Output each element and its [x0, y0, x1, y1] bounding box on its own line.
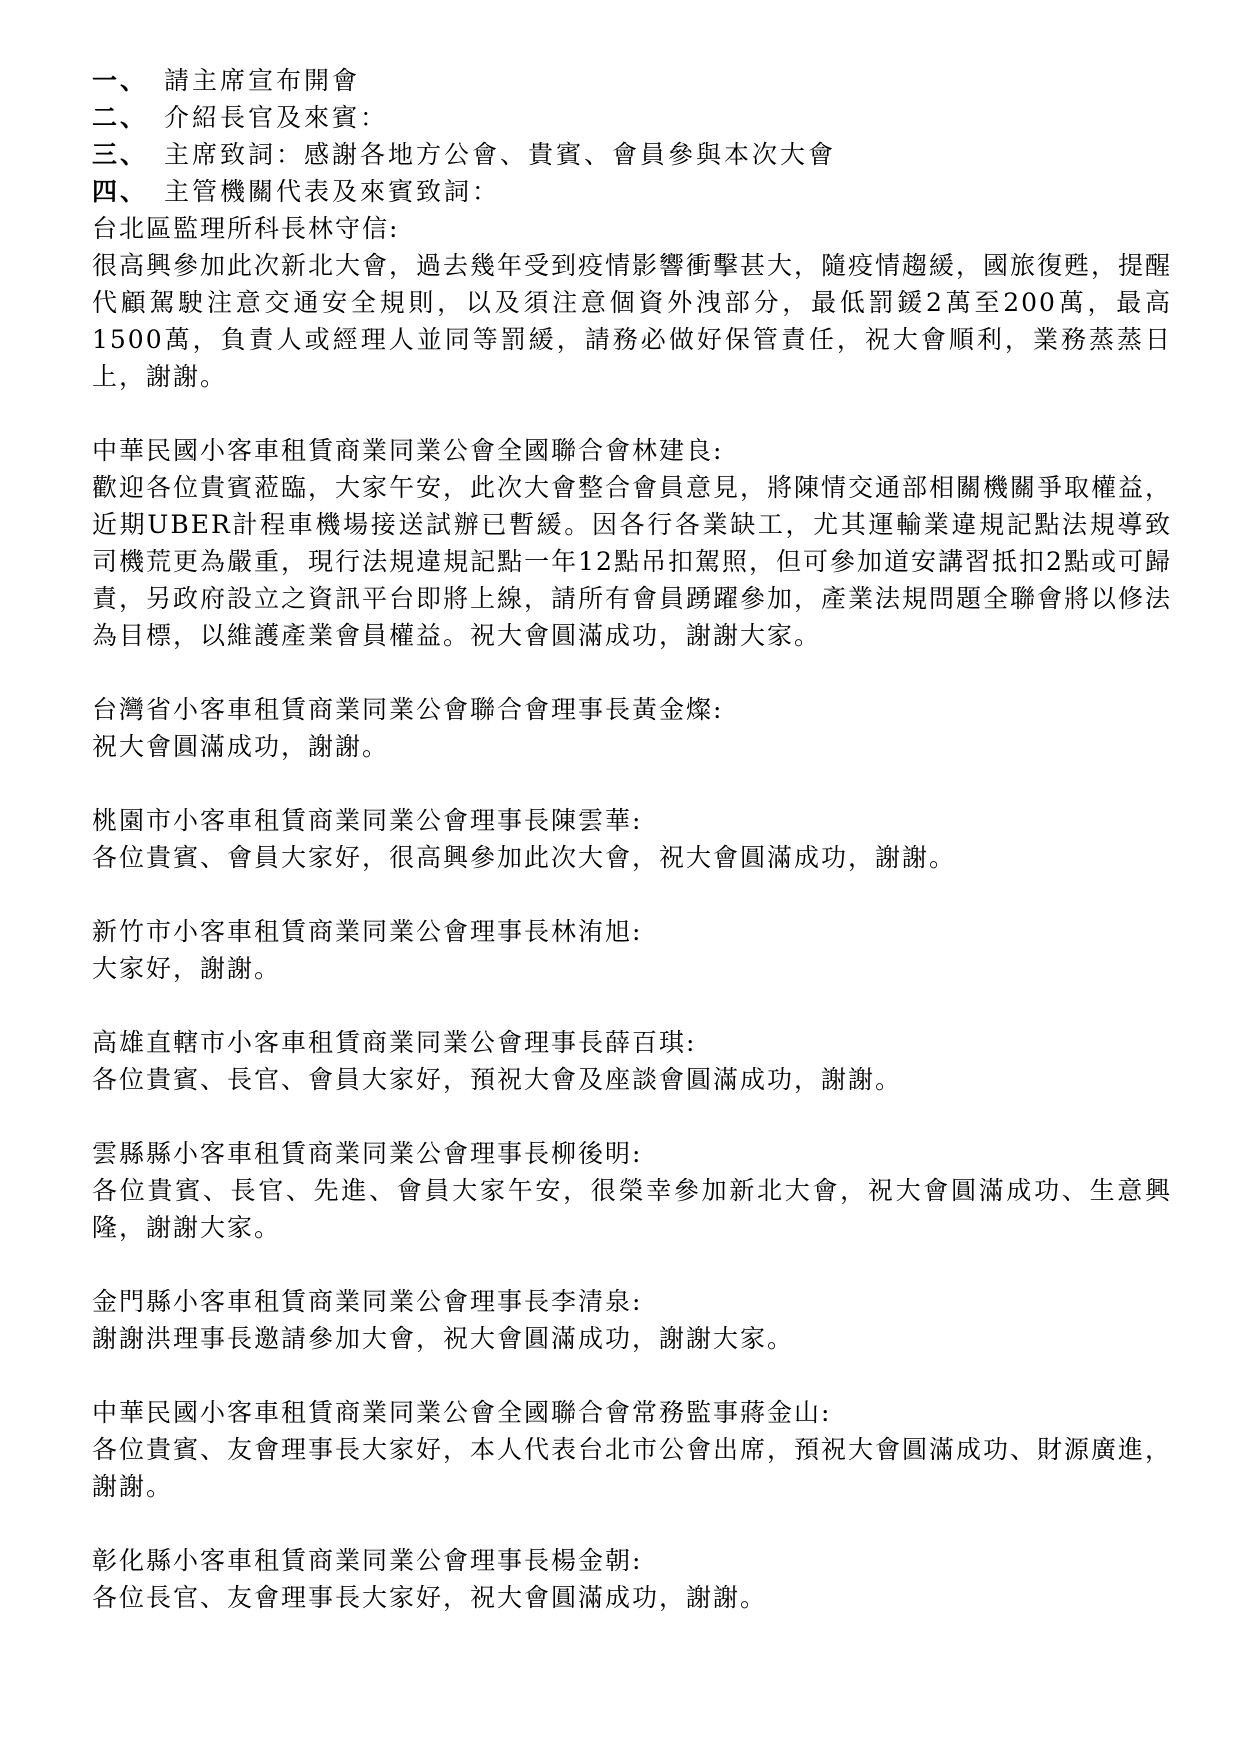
- speaker-name: 彰化縣小客車租賃商業同業公會理事長楊金朝:: [92, 1546, 643, 1575]
- speaker-name: 新竹市小客車租賃商業同業公會理事長林洧旭:: [92, 917, 643, 946]
- agenda-text: 介紹長官及來賓：: [164, 103, 389, 132]
- speech-block: [92, 802, 1172, 876]
- speech-text: 各位貴賓、長官、會員大家好，預祝大會及座談會圓滿成功，謝謝。: [92, 1065, 903, 1094]
- speaker-name: 雲縣縣小客車租賃商業同業公會理事長柳後明:: [92, 1139, 643, 1168]
- speech-block: [92, 913, 1172, 987]
- paragraph-gap: [92, 1357, 1172, 1394]
- speaker-name: 台北區監理所科長林守信:: [92, 214, 400, 243]
- speech-block: [92, 210, 1172, 395]
- agenda-text: 主席致詞：感謝各地方公會、貴賓、會員參與本次大會: [164, 140, 837, 169]
- speech-block: [92, 432, 1172, 654]
- agenda-number: 一、: [92, 66, 149, 95]
- speech-block: [92, 1135, 1172, 1246]
- agenda-item: [92, 62, 1172, 99]
- speaker-name: 台灣省小客車租賃商業同業公會聯合會理事長黃金燦:: [92, 695, 724, 724]
- speech-text: 各位貴賓、長官、先進、會員大家午安，很榮幸參加新北大會，祝大會圓滿成功、生意興隆，謝謝大家。: [92, 1176, 1172, 1242]
- speech-text: 大家好，謝謝。: [92, 954, 282, 983]
- agenda-number: 二、: [92, 103, 149, 132]
- speech-text: 祝大會圓滿成功，謝謝。: [92, 732, 390, 761]
- speech-text: 很高興參加此次新北大會，過去幾年受到疫情影響衝擊甚大，隨疫情趨緩，國旅復甦，提醒代顧駕駛注意交通安全規則，以及須注意個資外洩部分，最低罰鍰2萬至200萬，最高1500萬，負責人或經理人並同等罰緩，請務必做好保管責任，祝大會順利，業務蒸蒸日上，謝謝。: [92, 251, 1173, 391]
- agenda-text: 請主席宣布開會: [164, 66, 361, 95]
- paragraph-gap: [92, 654, 1172, 691]
- speech-block: [92, 691, 1172, 765]
- speech-block: [92, 1283, 1172, 1357]
- agenda-number: 四、: [92, 177, 149, 206]
- speech-block: [92, 1542, 1172, 1616]
- paragraph-gap: [92, 987, 1172, 1024]
- agenda-item: [92, 99, 1172, 136]
- speech-text: 謝謝洪理事長邀請參加大會，祝大會圓滿成功，謝謝大家。: [92, 1324, 795, 1353]
- agenda-item: [92, 173, 1172, 210]
- speech-text: 各位長官、友會理事長大家好，祝大會圓滿成功，謝謝。: [92, 1583, 768, 1612]
- speech-block: [92, 1024, 1172, 1098]
- speech-text: 歡迎各位貴賓蒞臨，大家午安，此次大會整合會員意見，將陳情交通部相關機關爭取權益，近期UBER計程車機場接送試辦已暫緩。因各行各業缺工，尤其運輸業違規記點法規導致司機荒更為嚴重，現行法規違規記點一年12點吊扣駕照，但可參加道安講習抵扣2點或可歸責，另政府設立之資訊平台即將上線，請所有會員踴躍參加，產業法規問題全聯會將以修法為目標，以維護產業會員權益。祝大會圓滿成功，謝謝大家。: [92, 473, 1173, 650]
- paragraph-gap: [92, 1246, 1172, 1283]
- paragraph-gap: [92, 1505, 1172, 1542]
- speaker-name: 金門縣小客車租賃商業同業公會理事長李清泉:: [92, 1287, 643, 1316]
- paragraph-gap: [92, 876, 1172, 913]
- speech-text: 各位貴賓、友會理事長大家好，本人代表台北市公會出席，預祝大會圓滿成功、財源廣進，謝謝。: [92, 1435, 1173, 1501]
- speech-block: [92, 1394, 1172, 1505]
- paragraph-gap: [92, 1098, 1172, 1135]
- agenda-item: [92, 136, 1172, 173]
- document-body: [92, 62, 1172, 1616]
- speaker-name: 中華民國小客車租賃商業同業公會全國聯合會林建良:: [92, 436, 724, 465]
- speaker-name: 高雄直轄市小客車租賃商業同業公會理事長薛百琪:: [92, 1028, 697, 1057]
- speech-text: 各位貴賓、會員大家好，很高興參加此次大會，祝大會圓滿成功，謝謝。: [92, 843, 957, 872]
- speaker-name: 中華民國小客車租賃商業同業公會全國聯合會常務監事蔣金山:: [92, 1398, 832, 1427]
- agenda-number: 三、: [92, 140, 149, 169]
- agenda-text: 主管機關代表及來賓致詞：: [164, 177, 501, 206]
- paragraph-gap: [92, 765, 1172, 802]
- speaker-name: 桃園市小客車租賃商業同業公會理事長陳雲華:: [92, 806, 643, 835]
- paragraph-gap: [92, 395, 1172, 432]
